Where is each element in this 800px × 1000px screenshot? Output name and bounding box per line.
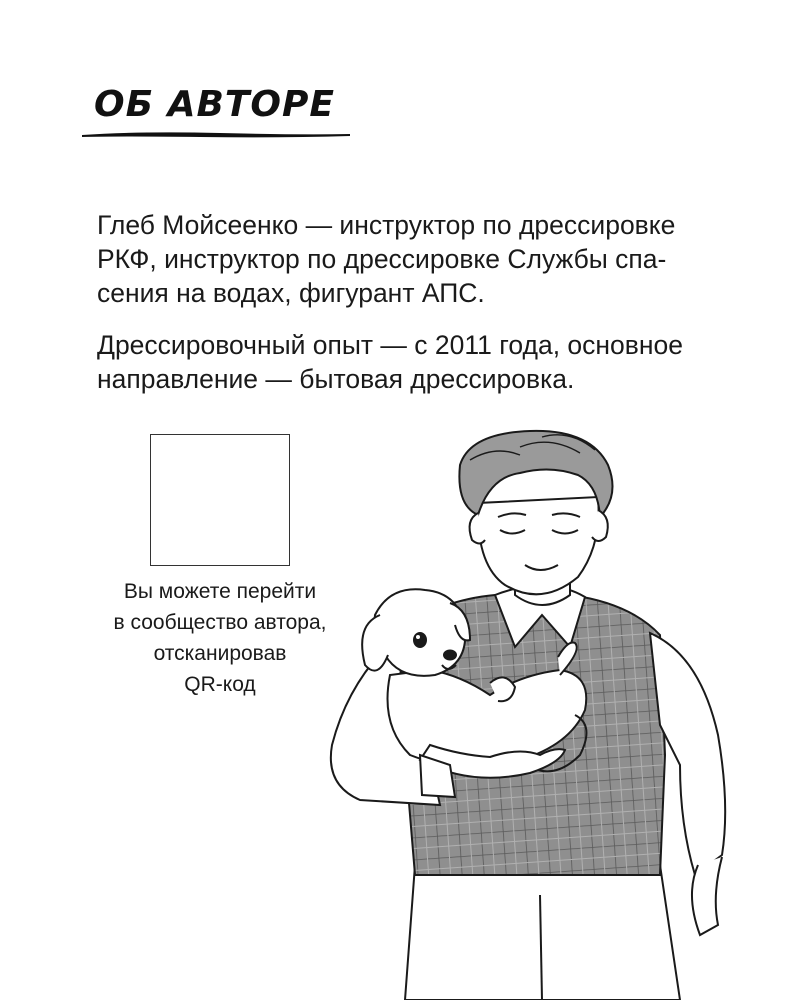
page-title: ОБ АВТОРЕ [94, 84, 336, 125]
qr-caption-line: отсканировав [153, 642, 287, 665]
author-head [459, 431, 612, 594]
author-with-puppy-illustration [320, 425, 740, 1000]
qr-caption-line: QR-код [184, 673, 256, 696]
qr-caption-line: в сообщество автора, [113, 611, 327, 634]
qr-caption [80, 576, 360, 700]
qr-caption-line: Вы можете перейти [123, 580, 317, 603]
author-experience-paragraph: Дрессировочный опыт — с 2011 года, основное направление — бытовая дрессировка. [97, 330, 683, 394]
trousers [405, 865, 680, 1000]
heading-underline [80, 129, 352, 139]
author-bio-paragraph: Глеб Мойсеенко — инструктор по дрессировке РКФ, инструктор по дрессировке Службы спа-сения на водах, фигурант АПС. [97, 210, 676, 308]
qr-code-placeholder[interactable] [150, 434, 290, 566]
